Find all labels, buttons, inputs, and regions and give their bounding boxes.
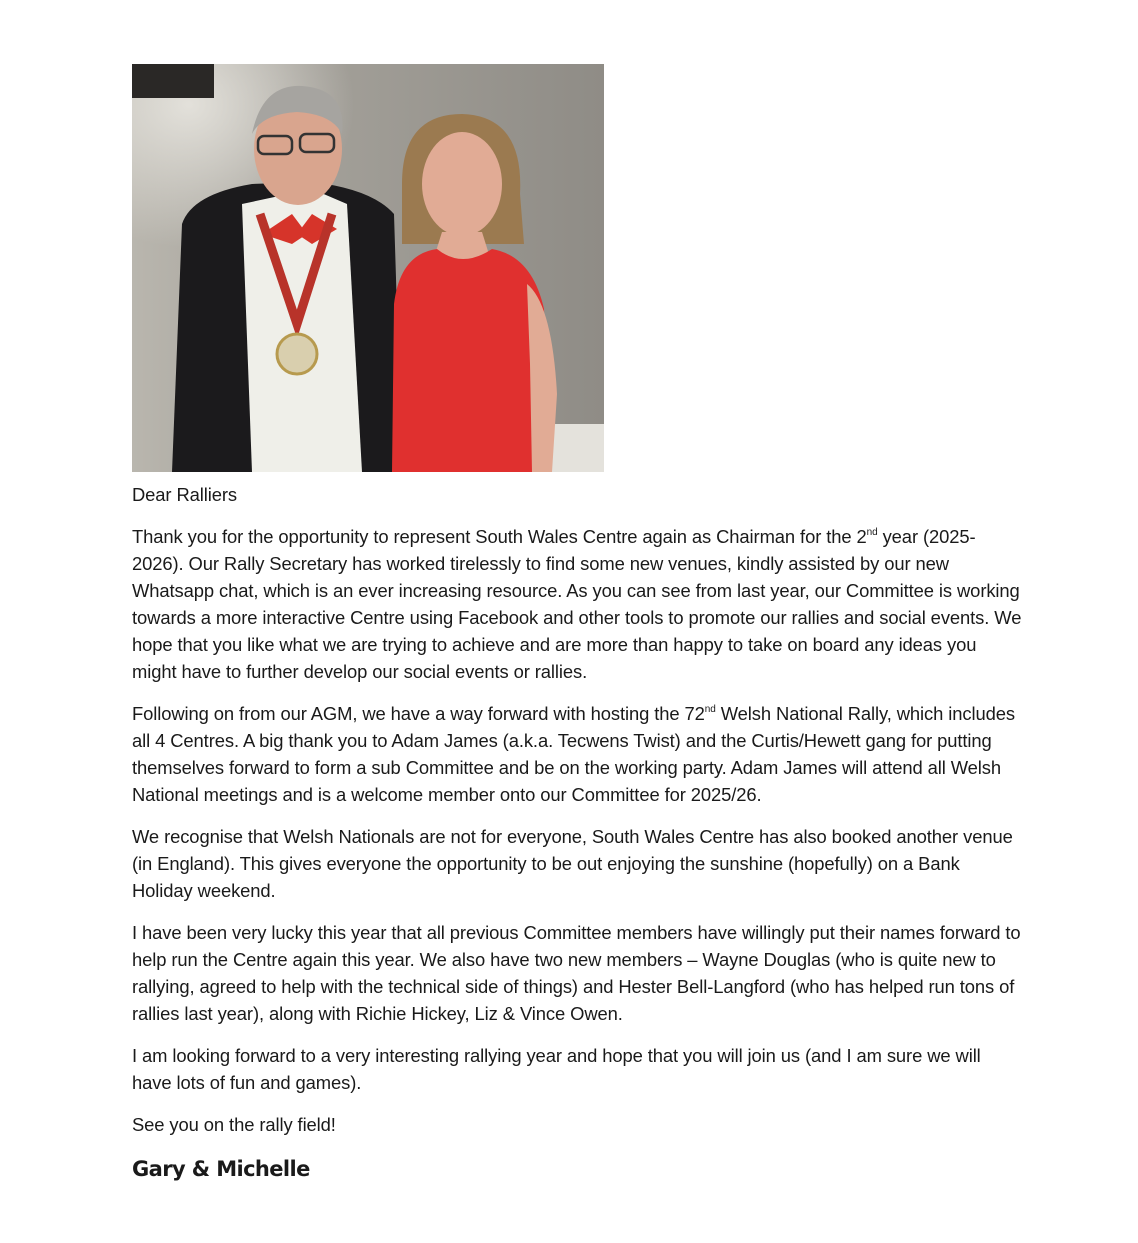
paragraph-text: Welsh National Rally, which includes all 4 Centres. A big thank you to Adam James (a.k.a. Tecwens Twist) and the Curtis/Hewett gang for putting themselves forward to form a sub Committee and be on the working party. Adam James will attend all Welsh National meetings and is a welcome member onto our Committee for 2025/26. (132, 703, 1015, 805)
paragraph-looking-forward: I am looking forward to a very interesting rallying year and hope that you will join us (and I am sure we will have lots of fun and games). (132, 1045, 981, 1093)
ordinal-suffix: nd (866, 526, 878, 538)
paragraph-england-venue: We recognise that Welsh Nationals are not for everyone, South Wales Centre has also booked another venue (in England). This gives everyone the opportunity to be out enjoying the sunshine (hopefully) on a Bank Holiday weekend. (132, 826, 1013, 901)
paragraph-chairman-intro (132, 523, 1022, 685)
chairman-couple-photo (132, 64, 604, 472)
paragraph-text: Following on from our AGM, we have a way forward with hosting the 72 (132, 703, 705, 724)
letter-signature: Gary & Michelle (132, 1157, 310, 1181)
paragraph-closing: See you on the rally field! (132, 1114, 336, 1135)
photo-illustration (132, 64, 604, 472)
paragraph-welsh-national (132, 700, 1022, 808)
paragraph-text: year (2025-2026). Our Rally Secretary has worked tirelessly to find some new venues, kindly assisted by our new Whatsapp chat, which is an ever increasing resource. As you can see from last year, our Committee is working towards a more interactive Centre using Facebook and other tools to promote our rallies and social events. We hope that you like what we are trying to achieve and are more than happy to take on board any ideas you might have to further develop our social events or rallies. (132, 526, 1022, 682)
woman-red-dress (392, 249, 550, 472)
letter-greeting: Dear Ralliers (132, 484, 237, 505)
paragraph-committee-members: I have been very lucky this year that all previous Committee members have willingly put their names forward to help run the Centre again this year. We also have two new members – Wayne Douglas (who is quite new to rallying, agreed to help with the technical side of things) and Hester Bell-Langford (who has helped run tons of rallies last year), along with Richie Hickey, Liz & Vince Owen. (132, 922, 1021, 1024)
ordinal-suffix: nd (704, 703, 716, 715)
woman-face (422, 132, 502, 236)
paragraph-text: Thank you for the opportunity to represent South Wales Centre again as Chairman for the 2 (132, 526, 867, 547)
medallion (277, 334, 317, 374)
letter-body (132, 481, 1022, 1183)
radiator (552, 424, 604, 472)
page-heading-cut-off (0, 0, 1138, 8)
wall-lamp (132, 64, 214, 98)
